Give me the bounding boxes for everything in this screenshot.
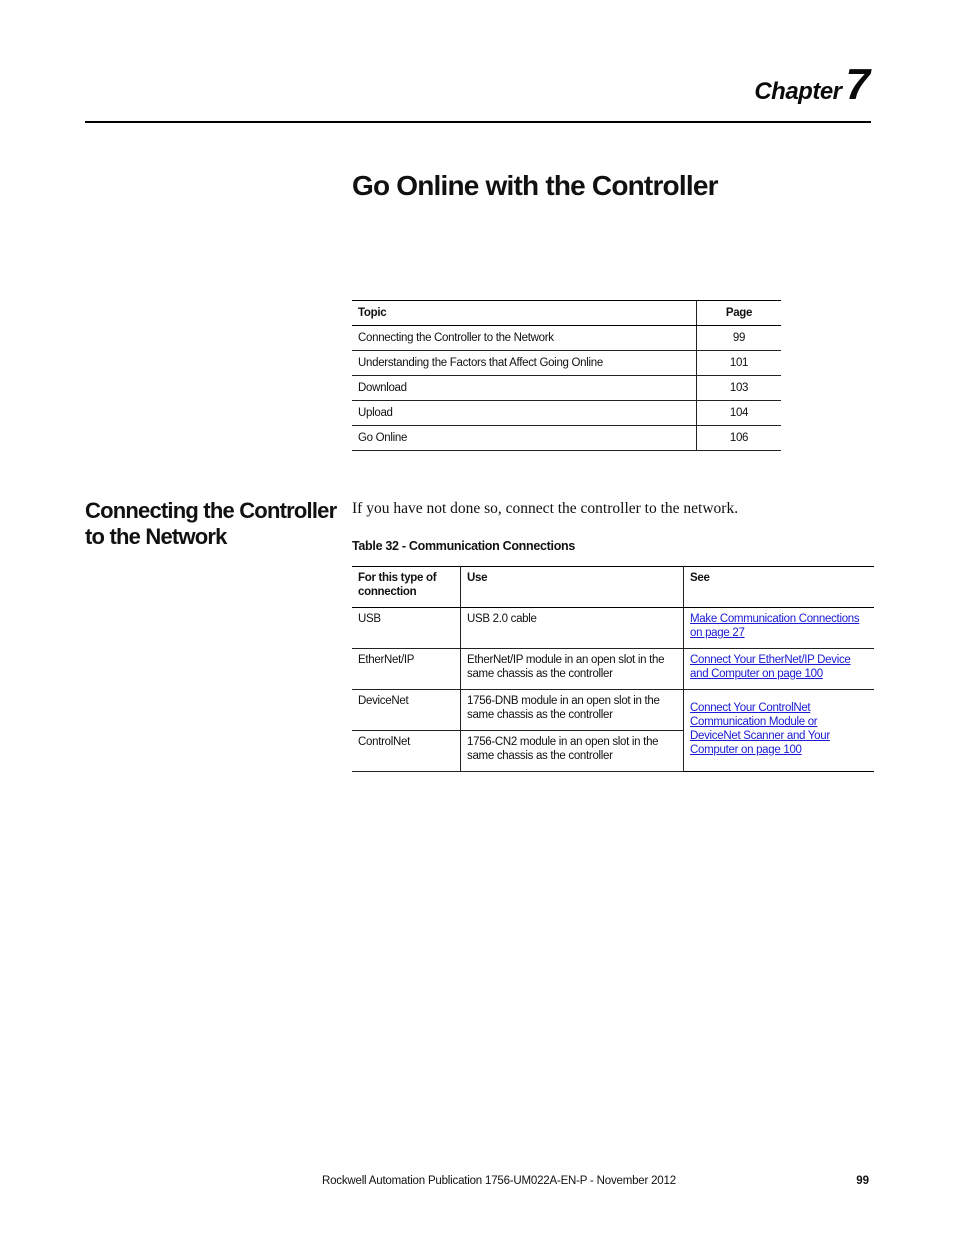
see-link-controlnet-devicenet[interactable]: Connect Your ControlNet Communication Module or DeviceNet Scanner and Your Computer on page 100	[690, 701, 830, 756]
see-link-ethernet[interactable]: Connect Your EtherNet/IP Device and Computer on page 100	[690, 654, 851, 680]
topic-cell: Understanding the Factors that Affect Going Online	[352, 351, 697, 376]
page-number: 99	[856, 1175, 869, 1187]
page-cell: 99	[697, 326, 782, 351]
topic-cell: Download	[352, 376, 697, 401]
page-cell: 103	[697, 376, 782, 401]
chapter-number: 7	[845, 60, 870, 109]
table-row	[352, 649, 874, 690]
topic-cell: Connecting the Controller to the Network	[352, 326, 697, 351]
connection-type-header: For this type of connection	[352, 567, 461, 608]
page-header: Page	[697, 301, 782, 326]
use-header: Use	[461, 567, 684, 608]
connection-type-cell: USB	[352, 608, 461, 649]
use-cell: USB 2.0 cable	[461, 608, 684, 649]
see-cell	[684, 649, 875, 690]
page-cell: 106	[697, 426, 782, 451]
page-title: Go Online with the Controller	[352, 170, 718, 201]
chapter-word: Chapter	[754, 78, 842, 105]
table-row	[352, 376, 781, 401]
section-heading: Connecting the Controller to the Network	[85, 498, 337, 549]
table-row	[352, 326, 781, 351]
see-link-usb[interactable]: Make Communication Connections on page 27	[690, 613, 860, 639]
table-row	[352, 690, 874, 731]
communication-connections-table	[352, 566, 874, 772]
publication-footer: Rockwell Automation Publication 1756-UM022A-EN-P - November 2012	[322, 1175, 676, 1187]
intro-paragraph: If you have not done so, connect the controller to the network.	[352, 500, 739, 517]
topic-cell: Go Online	[352, 426, 697, 451]
connection-type-cell: EtherNet/IP	[352, 649, 461, 690]
table-row	[352, 351, 781, 376]
see-cell	[684, 690, 875, 772]
connection-type-cell: ControlNet	[352, 731, 461, 772]
topic-header: Topic	[352, 301, 697, 326]
see-cell	[684, 608, 875, 649]
topic-table-header	[352, 301, 781, 326]
use-cell: EtherNet/IP module in an open slot in the same chassis as the controller	[461, 649, 684, 690]
use-cell: 1756-CN2 module in an open slot in the same chassis as the controller	[461, 731, 684, 772]
connection-type-cell: DeviceNet	[352, 690, 461, 731]
page-cell: 104	[697, 401, 782, 426]
topic-cell: Upload	[352, 401, 697, 426]
see-header: See	[684, 567, 875, 608]
page-cell: 101	[697, 351, 782, 376]
header-rule	[85, 121, 871, 123]
chapter-label	[754, 60, 870, 110]
topic-table	[352, 300, 781, 451]
table-row	[352, 608, 874, 649]
table-row	[352, 401, 781, 426]
table-caption: Table 32 - Communication Connections	[352, 539, 576, 553]
use-cell: 1756-DNB module in an open slot in the same chassis as the controller	[461, 690, 684, 731]
comm-table-header	[352, 567, 874, 608]
table-row	[352, 426, 781, 451]
